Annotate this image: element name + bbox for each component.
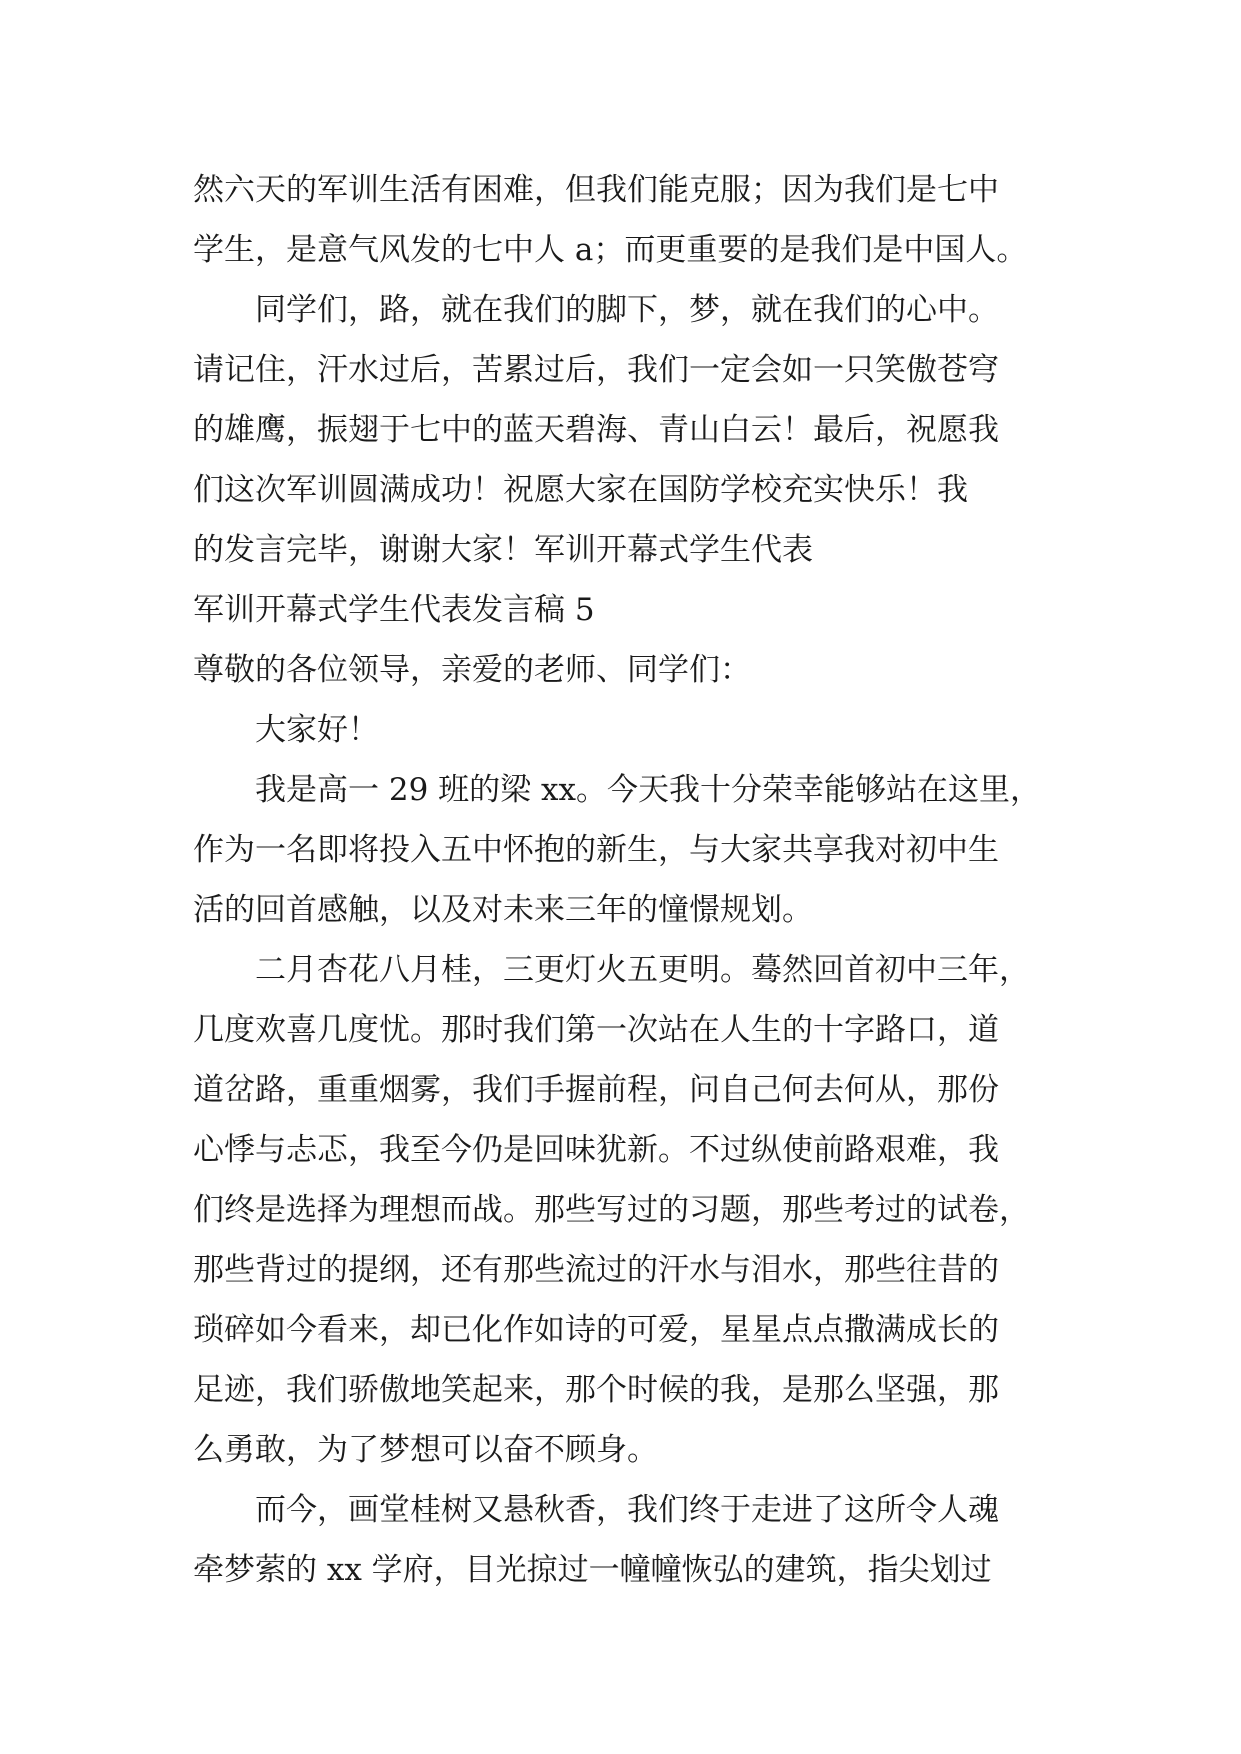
text-line: 的发言完毕，谢谢大家！军训开幕式学生代表 bbox=[193, 532, 813, 568]
text-line: 请记住，汗水过后，苦累过后，我们一定会如一只笑傲苍穹 bbox=[193, 352, 999, 388]
document-body bbox=[193, 160, 1073, 1600]
text-line: 的雄鹰，振翅于七中的蓝天碧海、青山白云！最后，祝愿我 bbox=[193, 412, 999, 448]
text-line: 作为一名即将投入五中怀抱的新生，与大家共享我对初中生 bbox=[193, 832, 999, 868]
text-line: 琐碎如今看来，却已化作如诗的可爱，星星点点撒满成长的 bbox=[193, 1312, 999, 1348]
text-line: 学生，是意气风发的七中人 a；而更重要的是我们是中国人。 bbox=[193, 232, 1028, 268]
text-line: 活的回首感触，以及对未来三年的憧憬规划。 bbox=[193, 892, 813, 928]
text-line: 大家好！ bbox=[255, 712, 379, 748]
text-line: 那些背过的提纲，还有那些流过的汗水与泪水，那些往昔的 bbox=[193, 1252, 999, 1288]
text-line: 们终是选择为理想而战。那些写过的习题，那些考过的试卷， bbox=[193, 1192, 1030, 1228]
text-line: 心悸与忐忑，我至今仍是回味犹新。不过纵使前路艰难，我 bbox=[193, 1132, 999, 1168]
text-line: 然六天的军训生活有困难，但我们能克服；因为我们是七中 bbox=[193, 172, 999, 208]
text-line: 同学们，路，就在我们的脚下，梦，就在我们的心中。 bbox=[255, 292, 999, 328]
text-line: 而今，画堂桂树又悬秋香，我们终于走进了这所令人魂 bbox=[255, 1492, 999, 1528]
text-line: 几度欢喜几度忧。那时我们第一次站在人生的十字路口，道 bbox=[193, 1012, 999, 1048]
text-line: 尊敬的各位领导，亲爱的老师、同学们： bbox=[193, 652, 751, 688]
text-line: 军训开幕式学生代表发言稿 5 bbox=[193, 592, 595, 628]
text-line: 我是高一 29 班的梁 xx。今天我十分荣幸能够站在这里， bbox=[255, 772, 1041, 808]
text-line: 二月杏花八月桂，三更灯火五更明。蓦然回首初中三年， bbox=[255, 952, 1030, 988]
text-line: 足迹，我们骄傲地笑起来，那个时候的我，是那么坚强，那 bbox=[193, 1372, 999, 1408]
text-line: 道岔路，重重烟雾，我们手握前程，问自己何去何从，那份 bbox=[193, 1072, 999, 1108]
text-line: 牵梦萦的 xx 学府，目光掠过一幢幢恢弘的建筑，指尖划过 bbox=[193, 1552, 992, 1588]
text-line: 们这次军训圆满成功！祝愿大家在国防学校充实快乐！我 bbox=[193, 472, 968, 508]
text-line: 么勇敢，为了梦想可以奋不顾身。 bbox=[193, 1432, 658, 1468]
